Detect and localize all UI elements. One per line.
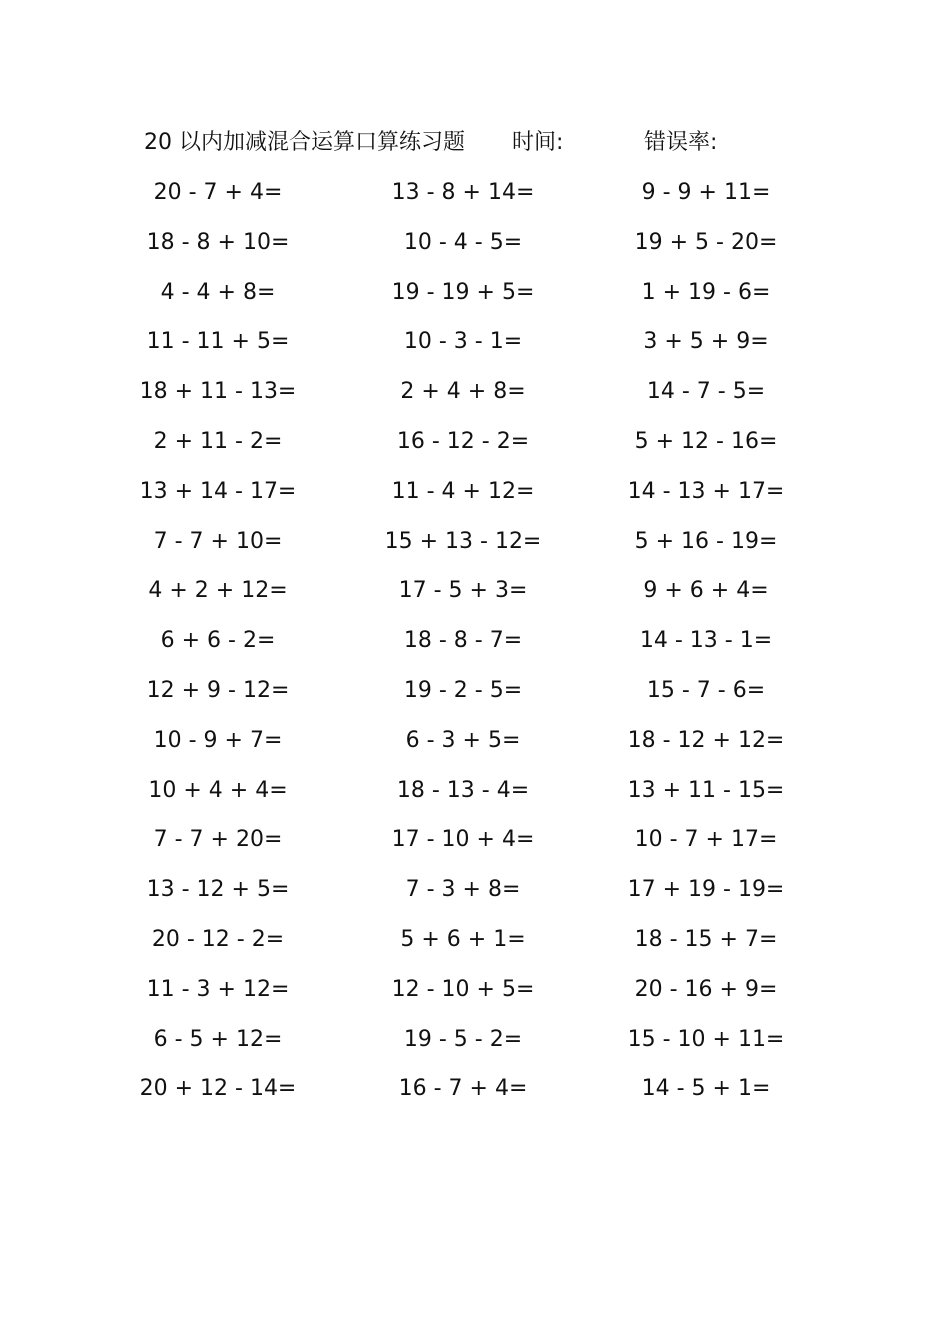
problem-row: [0, 965, 950, 1015]
problem-item: 11 - 3 + 12=: [146, 976, 290, 1002]
problem-item: 7 - 3 + 8=: [405, 877, 521, 903]
problem-item: 18 - 8 - 7=: [403, 628, 523, 654]
problem-row: [0, 666, 950, 716]
problem-item: 10 + 4 + 4=: [148, 777, 288, 803]
problem-item: 2 + 4 + 8=: [400, 379, 526, 405]
problem-item: 17 - 5 + 3=: [398, 578, 528, 604]
problem-row: [0, 218, 950, 268]
problem-row: [0, 367, 950, 417]
worksheet-header: [144, 126, 844, 160]
problem-item: 10 - 4 - 5=: [403, 229, 523, 255]
error-rate-label: 错误率:: [644, 130, 718, 155]
problem-item: 18 - 8 + 10=: [146, 229, 290, 255]
problem-row: [0, 1015, 950, 1065]
problem-item: 10 - 9 + 7=: [153, 727, 283, 753]
problem-item: 13 + 11 - 15=: [627, 777, 785, 803]
problem-item: 14 - 13 + 17=: [627, 478, 785, 504]
problem-row: [0, 616, 950, 666]
problem-row: [0, 417, 950, 467]
problem-row: [0, 317, 950, 367]
problem-item: 6 - 3 + 5=: [405, 727, 521, 753]
problem-item: 19 + 5 - 20=: [634, 229, 778, 255]
problem-item: 15 - 7 - 6=: [646, 677, 766, 703]
problem-item: 16 - 7 + 4=: [398, 1076, 528, 1102]
problem-item: 11 - 11 + 5=: [146, 329, 290, 355]
problem-item: 3 + 5 + 9=: [643, 329, 769, 355]
problem-item: 14 - 7 - 5=: [646, 379, 766, 405]
problem-row: [0, 716, 950, 766]
problem-item: 14 - 5 + 1=: [641, 1076, 771, 1102]
problem-row: [0, 815, 950, 865]
problem-item: 13 - 12 + 5=: [146, 877, 290, 903]
problem-item: 5 + 12 - 16=: [634, 428, 778, 454]
problem-grid: [0, 168, 950, 1114]
problem-row: [0, 168, 950, 218]
problem-row: [0, 467, 950, 517]
problem-row: [0, 865, 950, 915]
problem-item: 18 - 13 - 4=: [396, 777, 530, 803]
problem-item: 17 + 19 - 19=: [627, 877, 785, 903]
problem-item: 18 - 12 + 12=: [627, 727, 785, 753]
problem-row: [0, 766, 950, 816]
problem-row: [0, 1064, 950, 1114]
problem-item: 10 - 7 + 17=: [634, 827, 778, 853]
problem-item: 6 + 6 - 2=: [160, 628, 276, 654]
problem-row: [0, 268, 950, 318]
problem-item: 9 + 6 + 4=: [643, 578, 769, 604]
problem-item: 20 + 12 - 14=: [139, 1076, 297, 1102]
problem-item: 4 + 2 + 12=: [148, 578, 288, 604]
problem-item: 9 - 9 + 11=: [641, 180, 771, 205]
problem-item: 2 + 11 - 2=: [153, 428, 283, 454]
problem-item: 20 - 12 - 2=: [151, 926, 285, 952]
problem-item: 15 + 13 - 12=: [384, 528, 542, 554]
problem-item: 13 + 14 - 17=: [139, 478, 297, 504]
problem-item: 19 - 19 + 5=: [391, 279, 535, 305]
problem-item: 10 - 3 - 1=: [403, 329, 523, 355]
problem-item: 11 - 4 + 12=: [391, 478, 535, 504]
time-label: 时间:: [512, 130, 564, 155]
problem-row: [0, 915, 950, 965]
problem-item: 7 - 7 + 20=: [153, 827, 283, 853]
problem-item: 19 - 2 - 5=: [403, 677, 523, 703]
problem-row: [0, 566, 950, 616]
problem-item: 14 - 13 - 1=: [639, 628, 773, 654]
problem-item: 5 + 16 - 19=: [634, 528, 778, 554]
problem-item: 17 - 10 + 4=: [391, 827, 535, 853]
problem-item: 5 + 6 + 1=: [400, 926, 526, 952]
problem-item: 19 - 5 - 2=: [403, 1026, 523, 1052]
problem-item: 6 - 5 + 12=: [153, 1026, 283, 1052]
problem-row: [0, 517, 950, 567]
problem-item: 20 - 7 + 4=: [153, 180, 283, 205]
problem-item: 4 - 4 + 8=: [160, 279, 276, 305]
problem-item: 1 + 19 - 6=: [641, 279, 771, 305]
worksheet-title: 20 以内加减混合运算口算练习题: [144, 130, 465, 155]
problem-item: 15 - 10 + 11=: [627, 1026, 785, 1052]
problem-item: 16 - 12 - 2=: [396, 428, 530, 454]
problem-item: 12 - 10 + 5=: [391, 976, 535, 1002]
problem-item: 12 + 9 - 12=: [146, 677, 290, 703]
problem-item: 20 - 16 + 9=: [634, 976, 778, 1002]
problem-item: 18 - 15 + 7=: [634, 926, 778, 952]
problem-item: 7 - 7 + 10=: [153, 528, 283, 554]
problem-item: 13 - 8 + 14=: [391, 180, 535, 205]
problem-item: 18 + 11 - 13=: [139, 379, 297, 405]
